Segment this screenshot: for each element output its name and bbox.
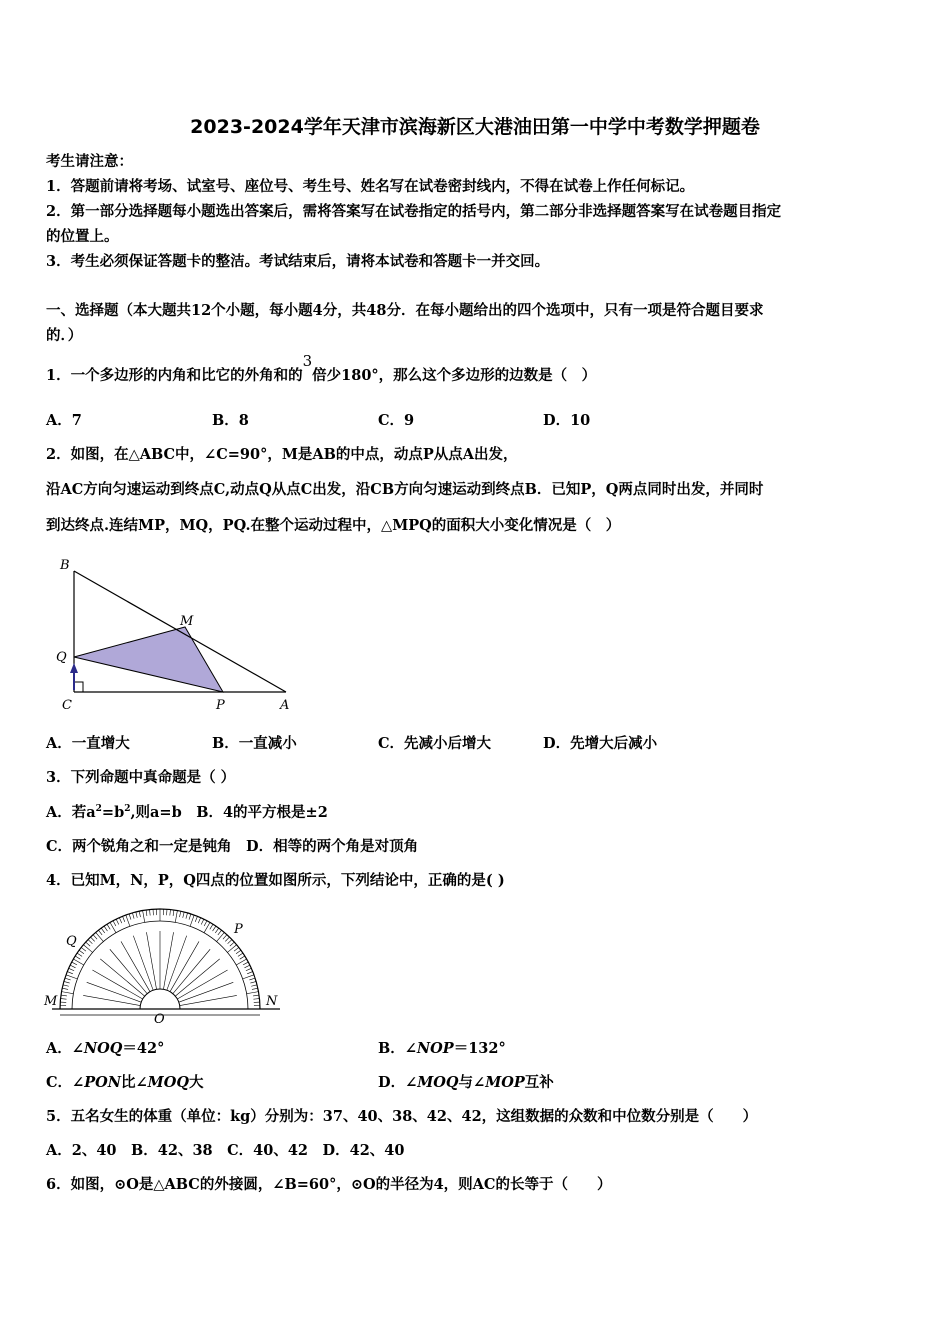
protractor-tick (190, 915, 194, 926)
protractor-tick (150, 910, 151, 916)
question-2-line-3: 到达终点.连结MP，MQ，PQ.在整个运动过程中，△MPQ的面积大小变化情况是（ ） (46, 517, 621, 534)
protractor-tick (250, 981, 256, 983)
protractor-tick (253, 999, 259, 1000)
protractor-tick (210, 924, 213, 929)
notice-item-2: 2．第一部分选择题每小题选出答案后，需将答案写在试卷指定的括号内，第二部分非选择题答案写在试卷题目指定 (46, 203, 782, 220)
protractor-tick (183, 912, 184, 918)
label-b: B (60, 558, 70, 573)
protractor-tick (198, 918, 200, 923)
protractor-tick (98, 930, 102, 935)
protractor-tick (69, 968, 74, 970)
triangle-figure (50, 555, 300, 715)
protractor-tick (107, 924, 110, 929)
q4-option-a: A．∠NOQ＝42° (46, 1040, 165, 1057)
section-heading-cont: 的．） (46, 327, 83, 344)
notice-item-3: 3．考生必须保证答题卡的整洁。考试结束后，请将本试卷和答题卡一并交回。 (46, 253, 550, 270)
protractor-tick (61, 999, 67, 1000)
page-title: 2023-2024学年天津市滨海新区大港油田第一中学中考数学押题卷 (190, 116, 760, 138)
label-p: P (216, 698, 225, 713)
q4-option-d: D．∠MOQ与∠MOP互补 (378, 1074, 554, 1091)
protractor-ticks (60, 909, 260, 1009)
protractor-radial-line (167, 936, 187, 991)
protractor-tick (217, 932, 225, 941)
protractor-tick (136, 912, 137, 918)
protractor-radial-line (92, 970, 142, 999)
notice-item-1: 1．答题前请将考场、试室号、座位号、考生号、姓名写在试卷密封线内，不得在试卷上作任何标记。 (46, 178, 695, 195)
protractor-tick (227, 945, 236, 953)
label-a: A (280, 698, 290, 713)
q2-option-b: B．一直减小 (212, 735, 297, 752)
protractor-tick (62, 992, 74, 994)
protractor-tick (75, 956, 80, 959)
question-4: 4．已知M，N，P，Q四点的位置如图所示，下列结论中，正确的是( ) (46, 872, 505, 889)
protractor-tick (70, 965, 75, 968)
section-heading: 一、选择题（本大题共12个小题，每小题4分，共48分．在每小题给出的四个选项中，只有一项是符合题目要求 (46, 302, 764, 319)
protractor-tick (180, 911, 181, 917)
protractor-tick (123, 916, 125, 922)
protractor-radial-line (163, 932, 173, 989)
protractor-tick (251, 985, 257, 986)
protractor-tick (243, 975, 254, 979)
protractor-tick (93, 935, 97, 939)
protractor-tick (223, 935, 227, 939)
notice-header: 考生请注意： (46, 153, 133, 170)
label-n: N (266, 994, 278, 1009)
protractor-tick (218, 930, 222, 935)
protractor-tick (64, 981, 70, 983)
protractor-tick (67, 972, 73, 974)
q1-text-a: 1．一个多边形的内角和比它的外角和的 (46, 367, 303, 384)
protractor-tick (88, 940, 92, 944)
protractor-tick (61, 995, 67, 996)
protractor-tick (228, 940, 232, 944)
protractor-tick (72, 962, 77, 965)
protractor-tick (62, 988, 68, 989)
protractor-tick (77, 953, 82, 956)
protractor-tick (253, 995, 259, 996)
protractor-tick (63, 985, 69, 986)
q1-option-b: B．8 (212, 412, 249, 429)
protractor-tick (173, 910, 174, 916)
protractor-tick (238, 953, 243, 956)
protractor-tick (201, 919, 204, 924)
protractor-radial-line (87, 982, 142, 1002)
q4-option-c: C．∠PON比∠MOQ大 (46, 1074, 204, 1091)
protractor-tick (104, 926, 107, 931)
protractor-tick (146, 910, 147, 916)
notice-item-2-cont: 的位置上。 (46, 228, 119, 245)
protractor-tick (113, 921, 116, 926)
protractor-tick (204, 921, 207, 926)
q2-option-c: C．先减小后增大 (378, 735, 492, 752)
q1-option-c: C．9 (378, 412, 415, 429)
protractor-tick (195, 916, 197, 922)
label-q: Q (56, 650, 67, 665)
protractor-tick (186, 913, 188, 919)
label-o: O (154, 1012, 165, 1027)
question-2-line-2: 沿AC方向匀速运动到终点C,动点Q从点C出发，沿CB方向匀速运动到终点B．已知P，Q两点同时出发，并同时 (46, 481, 764, 498)
protractor-tick (252, 988, 258, 989)
protractor-tick (65, 978, 71, 980)
question-5: 5．五名女生的体重（单位：kg）分别为：37、40、38、42、42，这组数据的众数和中位数分别是（ ） (46, 1108, 758, 1125)
protractor-tick (175, 911, 177, 923)
protractor-tick (170, 910, 171, 916)
q1-fraction: 3 (302, 352, 313, 370)
protractor-tick (236, 950, 241, 954)
protractor-tick (66, 975, 77, 979)
label-m: M (180, 614, 194, 629)
question-2: 2．如图，在△ABC中，∠C=90°，M是AB的中点，动点P从点A出发， (46, 446, 518, 463)
protractor-tick (101, 928, 105, 933)
protractor-tick (240, 956, 245, 959)
question-3: 3．下列命题中真命题是（ ） (46, 769, 236, 786)
protractor-tick (249, 978, 255, 980)
protractor-tick (119, 918, 121, 923)
protractor-tick (247, 992, 259, 994)
q1-option-d: D．10 (543, 412, 591, 429)
label-q: Q (66, 934, 77, 949)
protractor-tick (243, 962, 248, 965)
label-p: P (234, 922, 243, 937)
protractor-tick (83, 945, 92, 953)
q4-option-b: B．∠NOP＝132° (378, 1040, 506, 1057)
question-6: 6．如图，⊙O是△ABC的外接圆，∠B=60°，⊙O的半径为4，则AC的长等于（ ） (46, 1176, 612, 1193)
protractor-tick (189, 914, 191, 920)
protractor-tick (234, 947, 239, 951)
protractor-tick (244, 965, 249, 968)
protractor-tick (230, 942, 234, 946)
q2-option-a: A．一直增大 (46, 735, 130, 752)
q3-options-line-2: C．两个锐角之和一定是钝角 D．相等的两个角是对顶角 (46, 838, 419, 855)
protractor-tick (225, 937, 229, 941)
protractor-tick (143, 911, 145, 923)
q2-option-d: D．先增大后减小 (543, 735, 658, 752)
protractor-radial-line (83, 995, 140, 1005)
q1-text-b: 倍少180°，那么这个多边形的边数是（ ） (312, 367, 597, 384)
protractor-radial-line (180, 995, 237, 1005)
protractor-tick (213, 926, 216, 931)
protractor-tick (246, 968, 251, 970)
protractor-radial-line (121, 941, 150, 991)
protractor-tick (215, 928, 219, 933)
protractor-radial-line (177, 970, 227, 999)
protractor-radial-line (170, 941, 199, 991)
protractor-tick (79, 950, 84, 954)
protractor-tick (116, 919, 119, 924)
protractor-radial-line (133, 936, 153, 991)
right-angle-mark (74, 682, 83, 692)
protractor-tick (86, 942, 90, 946)
protractor-figure (44, 905, 284, 1025)
q1-option-a: A．7 (46, 412, 82, 429)
protractor-tick (81, 947, 86, 951)
protractor-radial-line (179, 982, 234, 1002)
protractor-tick (132, 913, 134, 919)
q5-options: A．2、40 B．42、38 C．40、42 D．42、40 (46, 1142, 405, 1159)
question-1 (46, 352, 597, 385)
q-arrow-head (70, 663, 78, 673)
protractor-radial-line (146, 932, 156, 989)
label-m: M (44, 994, 58, 1009)
q3-options-line-1: A．若$a^2=b^2$,则a=b B．4的平方根是±2 (46, 804, 328, 821)
protractor-tick (126, 915, 130, 926)
protractor-tick (247, 972, 253, 974)
protractor-tick (129, 914, 131, 920)
protractor-tick (96, 932, 104, 941)
protractor-tick (139, 911, 140, 917)
protractor-tick (91, 937, 95, 941)
label-c: C (62, 698, 72, 713)
mpq-triangle (74, 627, 223, 692)
